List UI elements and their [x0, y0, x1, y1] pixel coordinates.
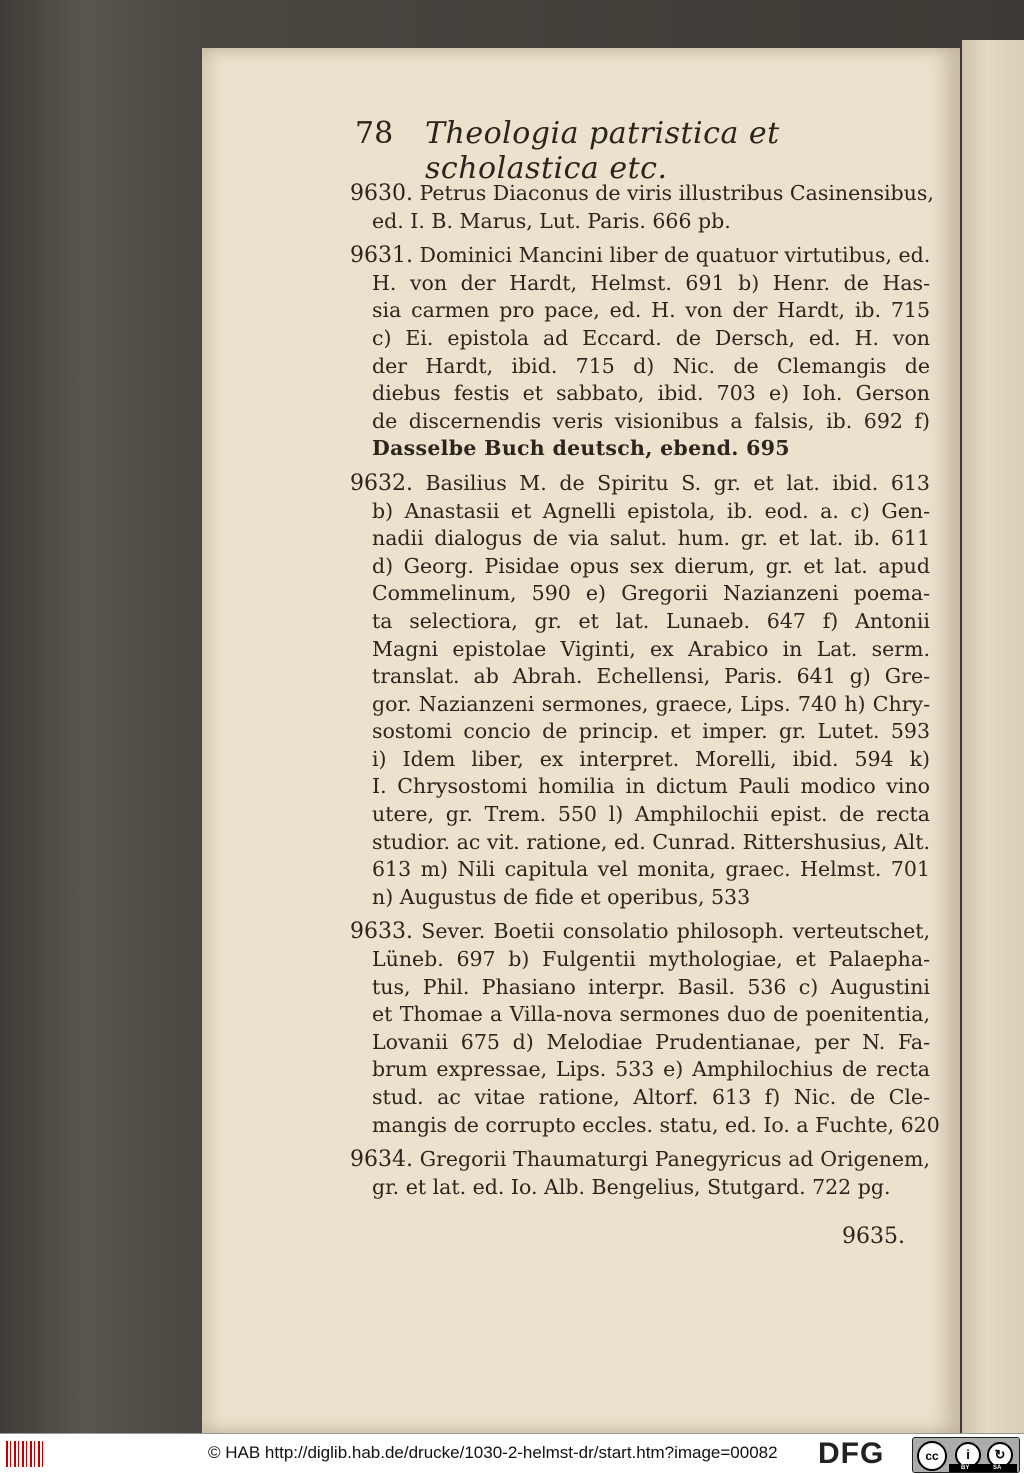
entry-number: 9633.	[350, 919, 413, 945]
entry-line	[350, 1056, 930, 1084]
entry-line	[350, 884, 930, 912]
entry-line	[350, 636, 930, 664]
entry-line	[350, 208, 930, 236]
catchword: 9635.	[842, 1224, 905, 1249]
entry-text: sia carmen pro pace, ed. H. von der Hardt, ib. 715	[372, 298, 930, 323]
entry-text: de discernendis veris visionibus a falsis, ib. 692 f)	[372, 408, 930, 433]
entry-number: 9630.	[350, 181, 413, 206]
entry-line	[350, 801, 930, 829]
entry-line	[350, 608, 930, 636]
entry-text: ta selectiora, gr. et lat. Lunaeb. 647 f) Antonii	[372, 608, 930, 633]
entry-text: Dasselbe Buch deutsch, ebend. 695	[372, 436, 790, 461]
entry-text: Magni epistolae Viginti, ex Arabico in Lat. serm.	[372, 636, 930, 661]
entry-line	[350, 773, 930, 801]
entry-text: diebus festis et sabbato, ibid. 703 e) Ioh. Gerson	[372, 381, 930, 406]
catalog-entry	[350, 918, 940, 1139]
page-number: 78	[355, 116, 394, 151]
entry-line	[350, 498, 930, 526]
entry-line	[350, 856, 930, 884]
entry-line	[350, 1112, 940, 1140]
entry-line	[350, 580, 930, 608]
entry-line	[350, 525, 930, 553]
entry-text: gr. et lat. ed. Io. Alb. Bengelius, Stutgard. 722 pg.	[372, 1174, 891, 1199]
entry-line	[350, 270, 930, 298]
catalog-entry	[350, 470, 930, 912]
entry-text: Commelinum, 590 e) Gregorii Nazianzeni poema-	[372, 581, 930, 606]
entry-text: studior. ac vit. ratione, ed. Cunrad. Rittershusius, Alt.	[372, 829, 930, 854]
person-icon: i	[955, 1442, 981, 1468]
facing-page-edge	[962, 40, 1024, 1433]
hab-logo-icon	[6, 1441, 46, 1467]
entry-line	[350, 1001, 930, 1029]
entry-text: Lüneb. 697 b) Fulgentii mythologiae, et Palaepha-	[372, 947, 930, 972]
page-header	[355, 116, 875, 186]
running-title: Theologia patristica et scholastica etc.	[425, 116, 780, 186]
entry-line	[350, 718, 930, 746]
entry-line	[350, 380, 930, 408]
entry-number: 9631.	[350, 243, 413, 269]
entry-text: nadii dialogus de via salut. hum. gr. et lat. ib. 611	[372, 526, 930, 551]
catalog-entry	[350, 1146, 930, 1201]
dfg-logo: DFG	[818, 1437, 885, 1470]
entry-line	[350, 353, 930, 381]
entry-number: 9634.	[350, 1147, 413, 1173]
entry-text: Gregorii Thaumaturgi Panegyricus ad Origenem,	[419, 1147, 930, 1172]
entry-line	[350, 1029, 930, 1057]
catalog-entry	[350, 180, 934, 235]
entry-line	[350, 553, 930, 581]
entry-line	[350, 1084, 930, 1112]
entry-number: 9632.	[350, 470, 413, 496]
entry-line	[350, 663, 930, 691]
entry-text: Basilius M. de Spiritu S. gr. et lat. ibid. 613	[425, 470, 930, 495]
share-alike-icon: ↻	[987, 1442, 1013, 1468]
entry-text: Lovanii 675 d) Melodiae Prudentianae, per N. Fa-	[372, 1029, 930, 1054]
entry-line	[350, 946, 930, 974]
entry-text: b) Anastasii et Agnelli epistola, ib. eod. a. c) Gen-	[372, 498, 930, 523]
entry-text: i) Idem liber, ex interpret. Morelli, ibid. 594 k)	[372, 746, 930, 771]
entry-text: utere, gr. Trem. 550 l) Amphilochii epist. de recta	[372, 802, 930, 827]
entry-text: der Hardt, ibid. 715 d) Nic. de Clemangis de	[372, 353, 930, 378]
entry-line	[350, 470, 930, 498]
entry-text: 613 m) Nili capitula vel monita, graec. Helmst. 701	[372, 857, 930, 882]
entry-text: c) Ei. epistola ad Eccard. de Dersch, ed. H. von	[372, 325, 930, 350]
entry-text: Petrus Diaconus de viris illustribus Casinensibus,	[419, 181, 934, 205]
entry-text: Sever. Boetii consolatio philosoph. verteutschet,	[421, 919, 930, 944]
entry-line	[350, 918, 930, 946]
entry-text: brum expressae, Lips. 533 e) Amphilochius de recta	[372, 1057, 930, 1082]
entry-line	[350, 435, 930, 463]
entry-text: translat. ab Abrah. Echellensi, Paris. 641 g) Gre-	[372, 664, 930, 689]
entry-line	[350, 242, 930, 270]
entry-text: ed. I. B. Marus, Lut. Paris. 666 pb.	[372, 208, 731, 233]
catalog-entries	[350, 180, 940, 1208]
by-label: BY	[961, 1465, 970, 1471]
entry-line	[350, 829, 930, 857]
entry-text: mangis de corrupto eccles. statu, ed. Io. a Fuchte, 620	[372, 1112, 940, 1137]
entry-line	[350, 1174, 930, 1202]
entry-line	[350, 408, 930, 436]
license-strip	[949, 1464, 1017, 1472]
entry-text: tus, Phil. Phasiano interpr. Basil. 536 c) Augustini	[372, 974, 930, 999]
entry-text: Dominici Mancini liber de quatuor virtutibus, ed.	[419, 243, 931, 268]
sa-label: SA	[993, 1465, 1002, 1471]
entry-text: stud. ac vitae ratione, Altorf. 613 f) Nic. de Cle-	[372, 1085, 930, 1109]
entry-line	[350, 746, 930, 774]
entry-text: I. Chrysostomi homilia in dictum Pauli modico vino	[372, 774, 930, 799]
entry-line	[350, 974, 930, 1002]
entry-text: d) Georg. Pisidae opus sex dierum, gr. et lat. apud	[372, 553, 930, 578]
entry-text: et Thomae a Villa-nova sermones duo de poenitentia,	[372, 1002, 930, 1027]
entry-text: sostomi concio de princip. et imper. gr. Lutet. 593	[372, 719, 930, 744]
entry-text: n) Augustus de fide et operibus, 533	[372, 884, 751, 909]
cc-license-badge[interactable]	[912, 1437, 1020, 1473]
entry-line	[350, 691, 930, 719]
cc-icon: cc	[917, 1441, 947, 1471]
entry-line	[350, 325, 930, 353]
catalog-entry	[350, 242, 930, 463]
entry-line	[350, 297, 930, 325]
entry-line	[350, 180, 934, 208]
entry-text: gor. Nazianzeni sermones, graece, Lips. 740 h) Chry-	[372, 691, 930, 716]
citation-link[interactable]: © HAB http://diglib.hab.de/drucke/1030-2-helmst-dr/start.htm?image=00082	[208, 1443, 778, 1462]
footer-bar	[0, 1433, 1024, 1474]
entry-line	[350, 1146, 930, 1174]
entry-text: H. von der Hardt, Helmst. 691 b) Henr. de Has-	[372, 270, 930, 295]
